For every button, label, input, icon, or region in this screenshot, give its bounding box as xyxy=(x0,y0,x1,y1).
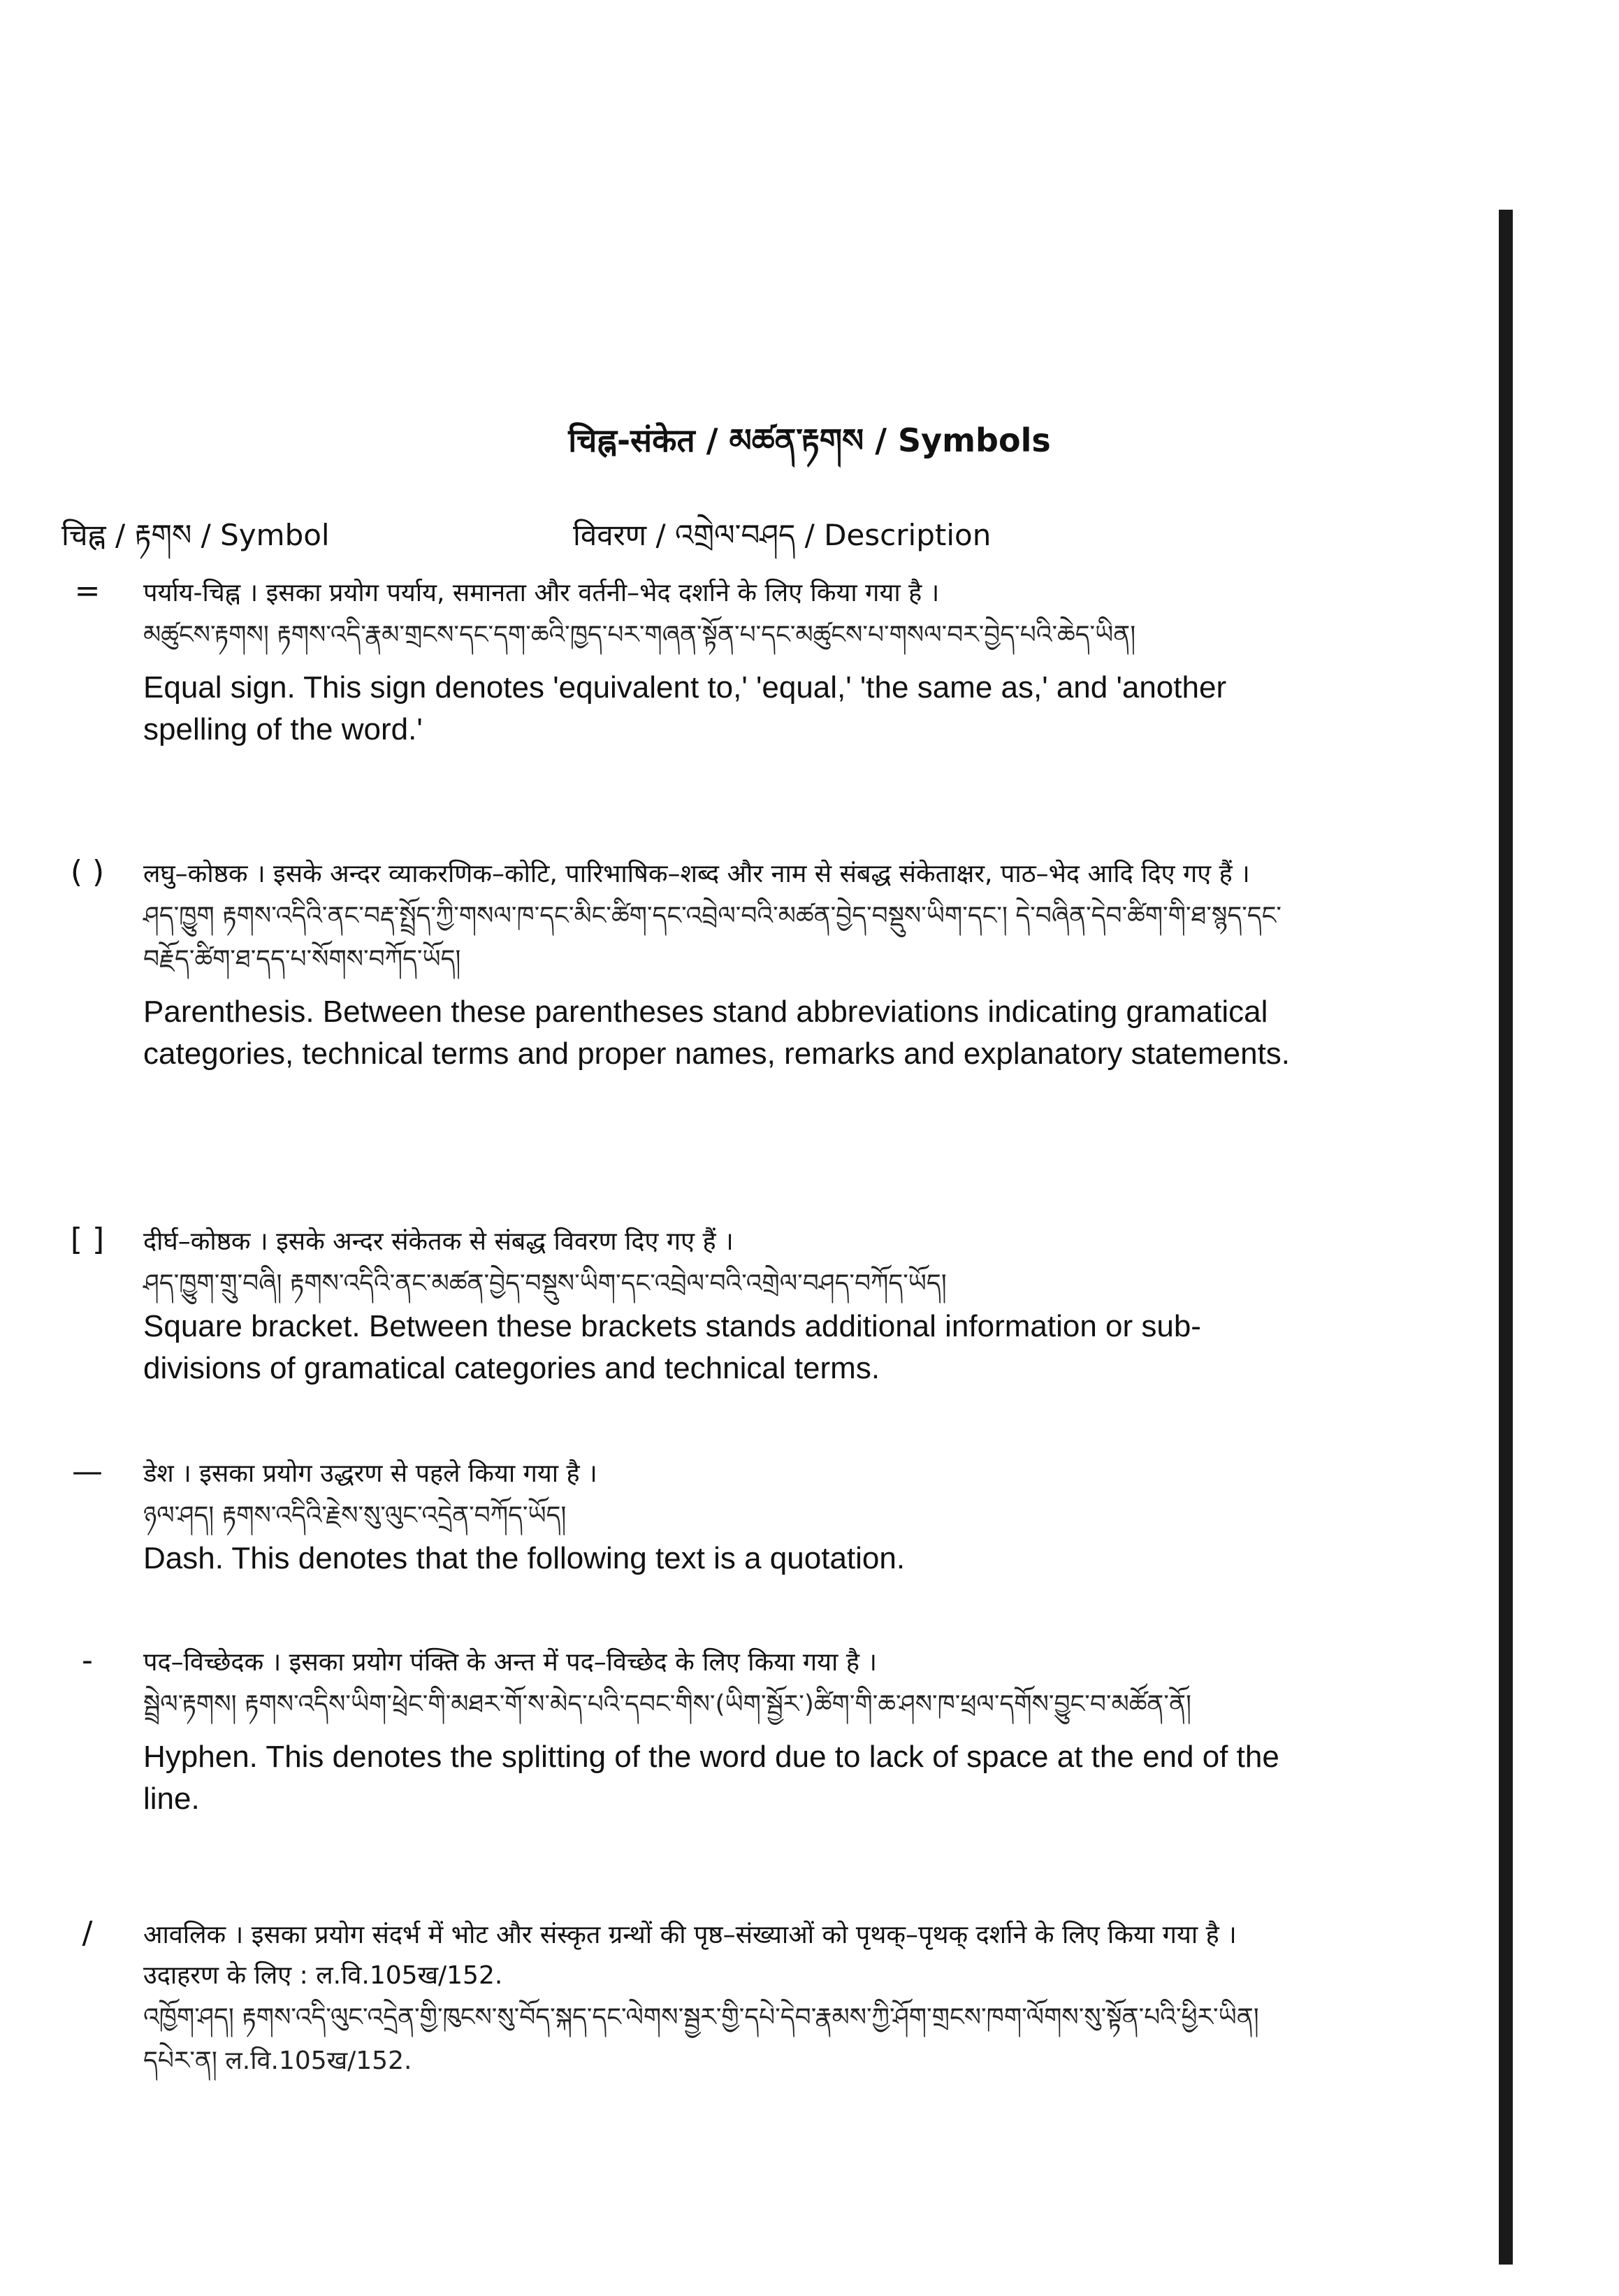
scan-edge-bar xyxy=(1499,210,1513,2265)
tibetan-description: འཁྱོག་ཤད། རྟགས་འདི་ལུང་འདྲེན་གྱི་ཁུངས་སུ་བོད་སྐད་དང་ལེགས་སྦྱར་གྱི་དཔེ་དེབ་རྣམས་ཀྱི་ཤོག་གྲངས་ཁག་ལོགས་སུ་སྟོན་པའི་ཕྱིར་ཡིན། དཔེར་ན། ल.वि.105ख/152. xyxy=(143,2003,1259,2075)
tibetan-description: ཤད་ཁྱུག་གྲུ་བཞི། རྟགས་འདིའི་ནང་མཚན་བྱེད་བསྡུས་ཡིག་དང་འབྲེལ་བའི་འགྲེལ་བཤད་བཀོད་ཡོད། xyxy=(143,1269,947,1298)
english-description: Equal sign. This sign denotes 'equivalent to,' 'equal,' 'the same as,' and 'another spelling of the word.' xyxy=(143,670,1227,746)
english-description: Hyphen. This denotes the splitting of the word due to lack of space at the end of the line. xyxy=(143,1740,1279,1816)
symbol-glyph: — xyxy=(72,1454,103,1489)
page-title: चिह्न-संकेत / མཚན་རྟགས / Symbols xyxy=(568,421,1051,459)
entry-text xyxy=(143,1454,1303,1580)
entry-text xyxy=(143,1642,1303,1820)
hindi-description: आवलिक । इसका प्रयोग संदर्भ में भोट और संस्कृत ग्रन्थों की पृष्ठ–संख्याओं को पृथक्–पृथक् दर्शाने के लिए किया गया है । उदाहरण के लिए : ल.वि.105ख/152. xyxy=(143,1921,1237,1990)
english-description: Dash. This denotes that the following text is a quotation. xyxy=(143,1541,906,1575)
symbol-glyph: = xyxy=(74,573,101,609)
symbol-glyph: - xyxy=(82,1642,93,1678)
hindi-description: पद–विच्छेदक । इसका प्रयोग पंक्ति के अन्त में पद–विच्छेद के लिए किया गया है । xyxy=(143,1648,878,1677)
hindi-description: पर्याय-चिह्न । इसका प्रयोग पर्याय, समानता और वर्तनी–भेद दर्शाने के लिए किया गया है । xyxy=(143,579,940,607)
tibetan-description: སྦྲེལ་རྟགས། རྟགས་འདིས་ཡིག་ཕྲེང་གི་མཐར་གོ་ས་མེད་པའི་དབང་གིས་(ཡིག་སྦྱོར་)ཚིག་གི་ཆ་ཤས་ཁ་ཕྲལ་དགོས་བྱུང་བ་མཚོན་ནོ། xyxy=(143,1690,1191,1719)
entry-text xyxy=(143,1222,1303,1389)
entry-text xyxy=(143,854,1303,1075)
hindi-description: डेश । इसका प्रयोग उद्धरण से पहले किया गया है । xyxy=(143,1459,597,1488)
entry-text xyxy=(143,1915,1303,2083)
english-description: Square bracket. Between these brackets stands additional information or sub-divisions of gramatical categories and technical terms. xyxy=(143,1309,1201,1385)
entry-text xyxy=(143,573,1303,751)
hindi-description: लघु–कोष्ठक । इसके अन्दर व्याकरणिक–कोटि, पारिभाषिक–शब्द और नाम से संबद्ध संकेताक्षर, पाठ–भेद आदि दिए गए हैं । xyxy=(143,860,1250,888)
symbol-glyph: / xyxy=(82,1915,93,1951)
column-header-symbol: चिह्न / རྟགས / Symbol xyxy=(61,518,330,552)
hindi-description: दीर्घ–कोष्ठक । इसके अन्दर संकेतक से संबद्ध विवरण दिए गए हैं । xyxy=(143,1227,734,1256)
symbol-glyph: ( ) xyxy=(70,854,105,890)
english-description: Parenthesis. Between these parentheses stand abbreviations indicating gramatical categories, technical terms and proper names, remarks and explanatory statements. xyxy=(143,995,1291,1071)
tibetan-description: ཉལ་ཤད། རྟགས་འདིའི་རྗེས་སུ་ལུང་འདྲེན་བཀོད་ཡོད། xyxy=(143,1501,567,1530)
column-header-description: विवरण / འགྲེལ་བཤད / Description xyxy=(573,518,992,552)
tibetan-description: ཤད་ཁྱུག རྟགས་འདིའི་ནང་བརྡ་སྤྲོད་ཀྱི་གསལ་ཁ་དང་མིང་ཚིག་དང་འབྲེལ་བའི་མཚན་བྱེད་བསྡུས་ཡིག་དང་། དེ་བཞིན་དེབ་ཚིག་གི་ཐ་སྙད་དང་བརྗོད་ཚིག་ཐ་དད་པ་སོགས་བཀོད་ཡོད། xyxy=(143,902,1282,974)
symbol-glyph: [ ] xyxy=(70,1222,105,1257)
tibetan-description: མཚུངས་རྟགས། རྟགས་འདི་རྣམ་གྲངས་དང་དག་ཆའི་ཁྱད་པར་གཞན་སྟོན་པ་དང་མཚུངས་པ་གསལ་བར་བྱེད་པའི་ཆེད་ཡིན། xyxy=(143,621,1136,649)
